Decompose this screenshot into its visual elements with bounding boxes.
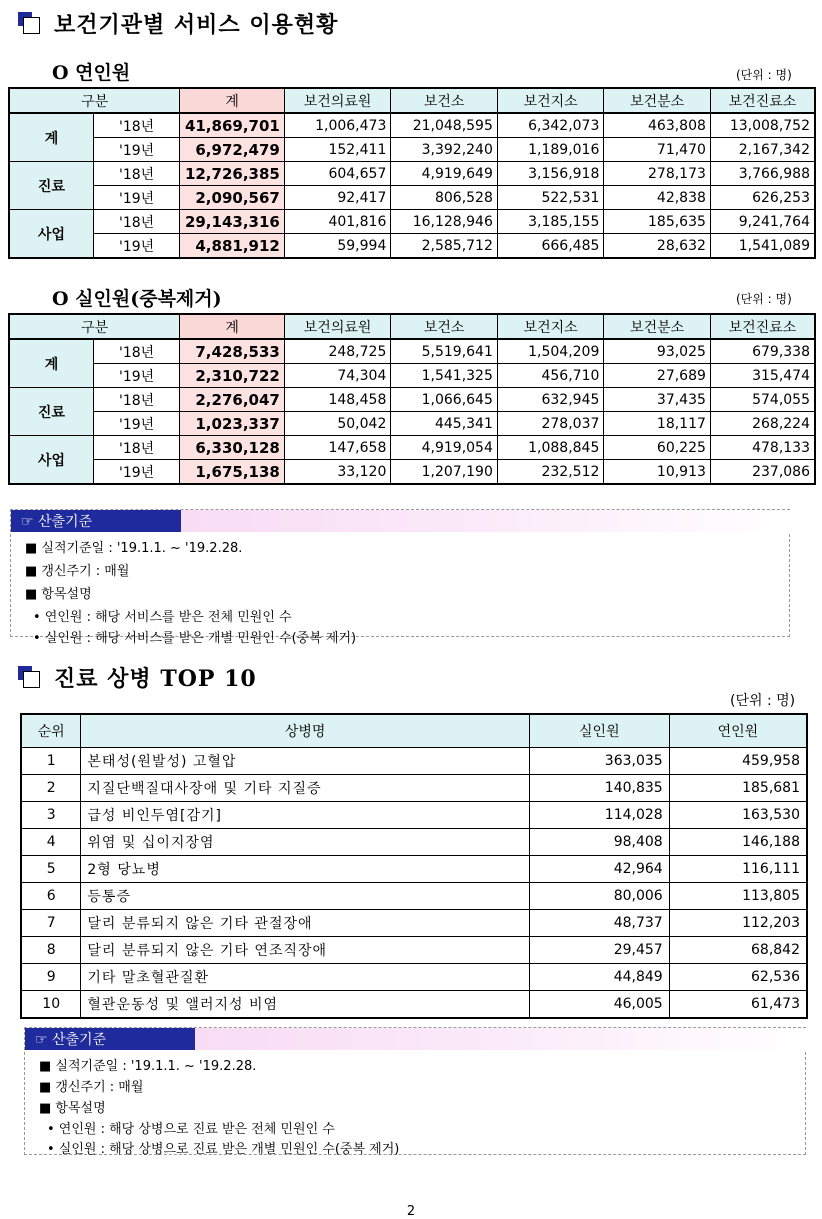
table-row	[9, 210, 815, 234]
column-header: 보건지소	[497, 314, 604, 339]
value-cell: 1,541,089	[710, 234, 815, 259]
disease-name-cell: 위염 및 십이지장염	[81, 829, 530, 856]
gross-heading: O 연인원	[52, 62, 131, 84]
unique-count-cell: 42,964	[529, 856, 669, 883]
column-header: 보건의료원	[284, 314, 391, 339]
section1-title: 보건기관별 서비스 이용현황	[54, 12, 339, 38]
category-label: 계	[9, 339, 93, 388]
value-cell: 268,224	[710, 412, 815, 436]
value-cell: 3,766,988	[710, 162, 815, 186]
column-header: 순위	[21, 714, 81, 748]
value-cell: 185,635	[604, 210, 711, 234]
value-cell: 3,392,240	[391, 138, 498, 162]
disease-name-cell: 달리 분류되지 않은 기타 관절장애	[81, 910, 530, 937]
table-row	[9, 388, 815, 412]
value-cell: 1,006,473	[284, 113, 391, 138]
unique-count-cell: 114,028	[529, 802, 669, 829]
value-cell: 248,725	[284, 339, 391, 364]
total-cell: 29,143,316	[180, 210, 285, 234]
value-cell: 463,808	[604, 113, 711, 138]
section2-title: 진료 상병 TOP 10	[54, 666, 257, 692]
value-cell: 21,048,595	[391, 113, 498, 138]
table-row	[9, 339, 815, 364]
table-row	[21, 964, 807, 991]
value-cell: 1,189,016	[497, 138, 604, 162]
gross-table	[8, 87, 816, 259]
table-row	[9, 460, 815, 485]
value-cell: 278,037	[497, 412, 604, 436]
value-cell: 574,055	[710, 388, 815, 412]
section-square-icon	[18, 12, 42, 36]
gross-count-cell: 459,958	[669, 748, 807, 775]
value-cell: 18,117	[604, 412, 711, 436]
table-row	[21, 883, 807, 910]
year-label: '18년	[93, 388, 179, 412]
rank-cell: 10	[21, 991, 81, 1019]
table-row	[9, 162, 815, 186]
table-row	[9, 186, 815, 210]
disease-name-cell: 본태성(원발성) 고혈압	[81, 748, 530, 775]
unique-count-cell: 46,005	[529, 991, 669, 1019]
column-header: 실인원	[529, 714, 669, 748]
value-cell: 2,585,712	[391, 234, 498, 259]
value-cell: 74,304	[284, 364, 391, 388]
value-cell: 632,945	[497, 388, 604, 412]
total-cell: 2,276,047	[180, 388, 285, 412]
rank-cell: 5	[21, 856, 81, 883]
calc-line: • 실인원 : 해당 서비스를 받은 개별 민원인 수(중복 제거)	[33, 631, 357, 646]
table-row	[9, 138, 815, 162]
value-cell: 6,342,073	[497, 113, 604, 138]
value-cell: 152,411	[284, 138, 391, 162]
table-row	[21, 802, 807, 829]
year-label: '18년	[93, 113, 179, 138]
value-cell: 27,689	[604, 364, 711, 388]
year-label: '19년	[93, 364, 179, 388]
table-row	[21, 910, 807, 937]
unique-count-cell: 29,457	[529, 937, 669, 964]
rank-cell: 9	[21, 964, 81, 991]
disease-name-cell: 등통증	[81, 883, 530, 910]
disease-name-cell: 달리 분류되지 않은 기타 연조직장애	[81, 937, 530, 964]
total-cell: 12,726,385	[180, 162, 285, 186]
value-cell: 42,838	[604, 186, 711, 210]
value-cell: 10,913	[604, 460, 711, 485]
year-label: '18년	[93, 210, 179, 234]
total-cell: 6,330,128	[180, 436, 285, 460]
unique-count-cell: 80,006	[529, 883, 669, 910]
value-cell: 93,025	[604, 339, 711, 364]
gross-count-cell: 185,681	[669, 775, 807, 802]
year-label: '19년	[93, 234, 179, 259]
calc-line: • 실인원 : 해당 상병으로 진료 받은 개별 민원인 수(중복 제거)	[47, 1142, 400, 1157]
table-row	[9, 364, 815, 388]
value-cell: 626,253	[710, 186, 815, 210]
value-cell: 232,512	[497, 460, 604, 485]
column-header: 계	[180, 88, 285, 113]
value-cell: 3,185,155	[497, 210, 604, 234]
calc-criteria-box-1	[10, 509, 790, 646]
table-row	[21, 775, 807, 802]
value-cell: 315,474	[710, 364, 815, 388]
column-header: 보건진료소	[710, 88, 815, 113]
value-cell: 478,133	[710, 436, 815, 460]
total-cell: 41,869,701	[180, 113, 285, 138]
table-row	[21, 829, 807, 856]
column-header: 보건지소	[497, 88, 604, 113]
value-cell: 9,241,764	[710, 210, 815, 234]
value-cell: 33,120	[284, 460, 391, 485]
value-cell: 16,128,946	[391, 210, 498, 234]
year-label: '18년	[93, 339, 179, 364]
table-header-row	[9, 314, 815, 339]
table-header-row	[9, 88, 815, 113]
column-header: 구분	[9, 88, 180, 113]
top10-table	[20, 713, 808, 1019]
rank-cell: 6	[21, 883, 81, 910]
value-cell: 71,470	[604, 138, 711, 162]
column-header: 보건의료원	[284, 88, 391, 113]
section1-heading	[18, 8, 338, 39]
table-header-row	[21, 714, 807, 748]
rank-cell: 4	[21, 829, 81, 856]
table-row	[9, 234, 815, 259]
value-cell: 237,086	[710, 460, 815, 485]
gross-count-cell: 112,203	[669, 910, 807, 937]
gross-count-cell: 146,188	[669, 829, 807, 856]
disease-name-cell: 혈관운동성 및 앨러지성 비염	[81, 991, 530, 1019]
total-cell: 1,023,337	[180, 412, 285, 436]
unique-count-cell: 44,849	[529, 964, 669, 991]
gross-count-cell: 61,473	[669, 991, 807, 1019]
value-cell: 5,519,641	[391, 339, 498, 364]
column-header: 구분	[9, 314, 180, 339]
total-cell: 2,310,722	[180, 364, 285, 388]
value-cell: 50,042	[284, 412, 391, 436]
value-cell: 604,657	[284, 162, 391, 186]
top10-unit: (단위 : 명)	[730, 693, 796, 709]
unique-table	[8, 313, 816, 485]
table-row	[21, 937, 807, 964]
section2-heading	[18, 662, 257, 693]
value-cell: 679,338	[710, 339, 815, 364]
value-cell: 3,156,918	[497, 162, 604, 186]
value-cell: 1,504,209	[497, 339, 604, 364]
value-cell: 92,417	[284, 186, 391, 210]
value-cell: 59,994	[284, 234, 391, 259]
category-label: 사업	[9, 210, 93, 259]
value-cell: 147,658	[284, 436, 391, 460]
value-cell: 28,632	[604, 234, 711, 259]
table-row	[21, 748, 807, 775]
calc-line: ■ 실적기준일 : '19.1.1. ~ '19.2.28.	[39, 1059, 257, 1074]
unique-count-cell: 48,737	[529, 910, 669, 937]
unique-heading: O 실인원(중복제거)	[52, 288, 222, 310]
column-header: 보건진료소	[710, 314, 815, 339]
total-cell: 2,090,567	[180, 186, 285, 210]
value-cell: 456,710	[497, 364, 604, 388]
gross-unit: (단위 : 명)	[736, 68, 792, 82]
value-cell: 4,919,054	[391, 436, 498, 460]
category-label: 진료	[9, 388, 93, 436]
column-header: 보건소	[391, 314, 498, 339]
calc-criteria-label: ☞ 산출기준	[11, 510, 181, 532]
calc-line: ■ 실적기준일 : '19.1.1. ~ '19.2.28.	[25, 541, 243, 556]
value-cell: 2,167,342	[710, 138, 815, 162]
rank-cell: 2	[21, 775, 81, 802]
category-label: 사업	[9, 436, 93, 485]
calc-line: • 연인원 : 해당 상병으로 진료 받은 전체 민원인 수	[47, 1122, 335, 1137]
total-cell: 1,675,138	[180, 460, 285, 485]
table-row	[21, 856, 807, 883]
value-cell: 4,919,649	[391, 162, 498, 186]
value-cell: 37,435	[604, 388, 711, 412]
disease-name-cell: 지질단백질대사장애 및 기타 지질증	[81, 775, 530, 802]
category-label: 진료	[9, 162, 93, 210]
year-label: '19년	[93, 460, 179, 485]
unique-unit: (단위 : 명)	[736, 292, 792, 306]
unique-count-cell: 98,408	[529, 829, 669, 856]
total-cell: 7,428,533	[180, 339, 285, 364]
unique-count-cell: 140,835	[529, 775, 669, 802]
value-cell: 522,531	[497, 186, 604, 210]
section-square-icon	[18, 666, 42, 690]
rank-cell: 7	[21, 910, 81, 937]
gross-count-cell: 113,805	[669, 883, 807, 910]
year-label: '19년	[93, 412, 179, 436]
table-row	[9, 412, 815, 436]
rank-cell: 1	[21, 748, 81, 775]
value-cell: 278,173	[604, 162, 711, 186]
disease-name-cell: 2형 당뇨병	[81, 856, 530, 883]
value-cell: 445,341	[391, 412, 498, 436]
value-cell: 1,207,190	[391, 460, 498, 485]
calc-criteria-box-2	[24, 1027, 806, 1155]
value-cell: 666,485	[497, 234, 604, 259]
table-row	[9, 113, 815, 138]
calc-line: • 연인원 : 해당 서비스를 받은 전체 민원인 수	[33, 610, 292, 625]
calc-line: ■ 항목설명	[25, 587, 92, 602]
gross-count-cell: 68,842	[669, 937, 807, 964]
year-label: '19년	[93, 138, 179, 162]
disease-name-cell: 급성 비인두염[감기]	[81, 802, 530, 829]
value-cell: 13,008,752	[710, 113, 815, 138]
column-header: 연인원	[669, 714, 807, 748]
column-header: 보건분소	[604, 314, 711, 339]
total-cell: 4,881,912	[180, 234, 285, 259]
unique-count-cell: 363,035	[529, 748, 669, 775]
rank-cell: 3	[21, 802, 81, 829]
calc-line: ■ 갱신주기 : 매월	[39, 1080, 144, 1095]
gross-count-cell: 163,530	[669, 802, 807, 829]
year-label: '18년	[93, 162, 179, 186]
calc-line: ■ 갱신주기 : 매월	[25, 564, 130, 579]
page-number: 2	[406, 1204, 416, 1219]
table-row	[21, 991, 807, 1019]
calc-line: ■ 항목설명	[39, 1101, 106, 1116]
column-header: 상병명	[81, 714, 530, 748]
gross-count-cell: 116,111	[669, 856, 807, 883]
category-label: 계	[9, 113, 93, 162]
value-cell: 60,225	[604, 436, 711, 460]
year-label: '18년	[93, 436, 179, 460]
calc-criteria-label: ☞ 산출기준	[25, 1028, 195, 1050]
disease-name-cell: 기타 말초혈관질환	[81, 964, 530, 991]
value-cell: 401,816	[284, 210, 391, 234]
value-cell: 1,066,645	[391, 388, 498, 412]
total-cell: 6,972,479	[180, 138, 285, 162]
gross-count-cell: 62,536	[669, 964, 807, 991]
rank-cell: 8	[21, 937, 81, 964]
column-header: 보건분소	[604, 88, 711, 113]
year-label: '19년	[93, 186, 179, 210]
value-cell: 148,458	[284, 388, 391, 412]
value-cell: 806,528	[391, 186, 498, 210]
column-header: 계	[180, 314, 285, 339]
column-header: 보건소	[391, 88, 498, 113]
table-row	[9, 436, 815, 460]
value-cell: 1,088,845	[497, 436, 604, 460]
value-cell: 1,541,325	[391, 364, 498, 388]
